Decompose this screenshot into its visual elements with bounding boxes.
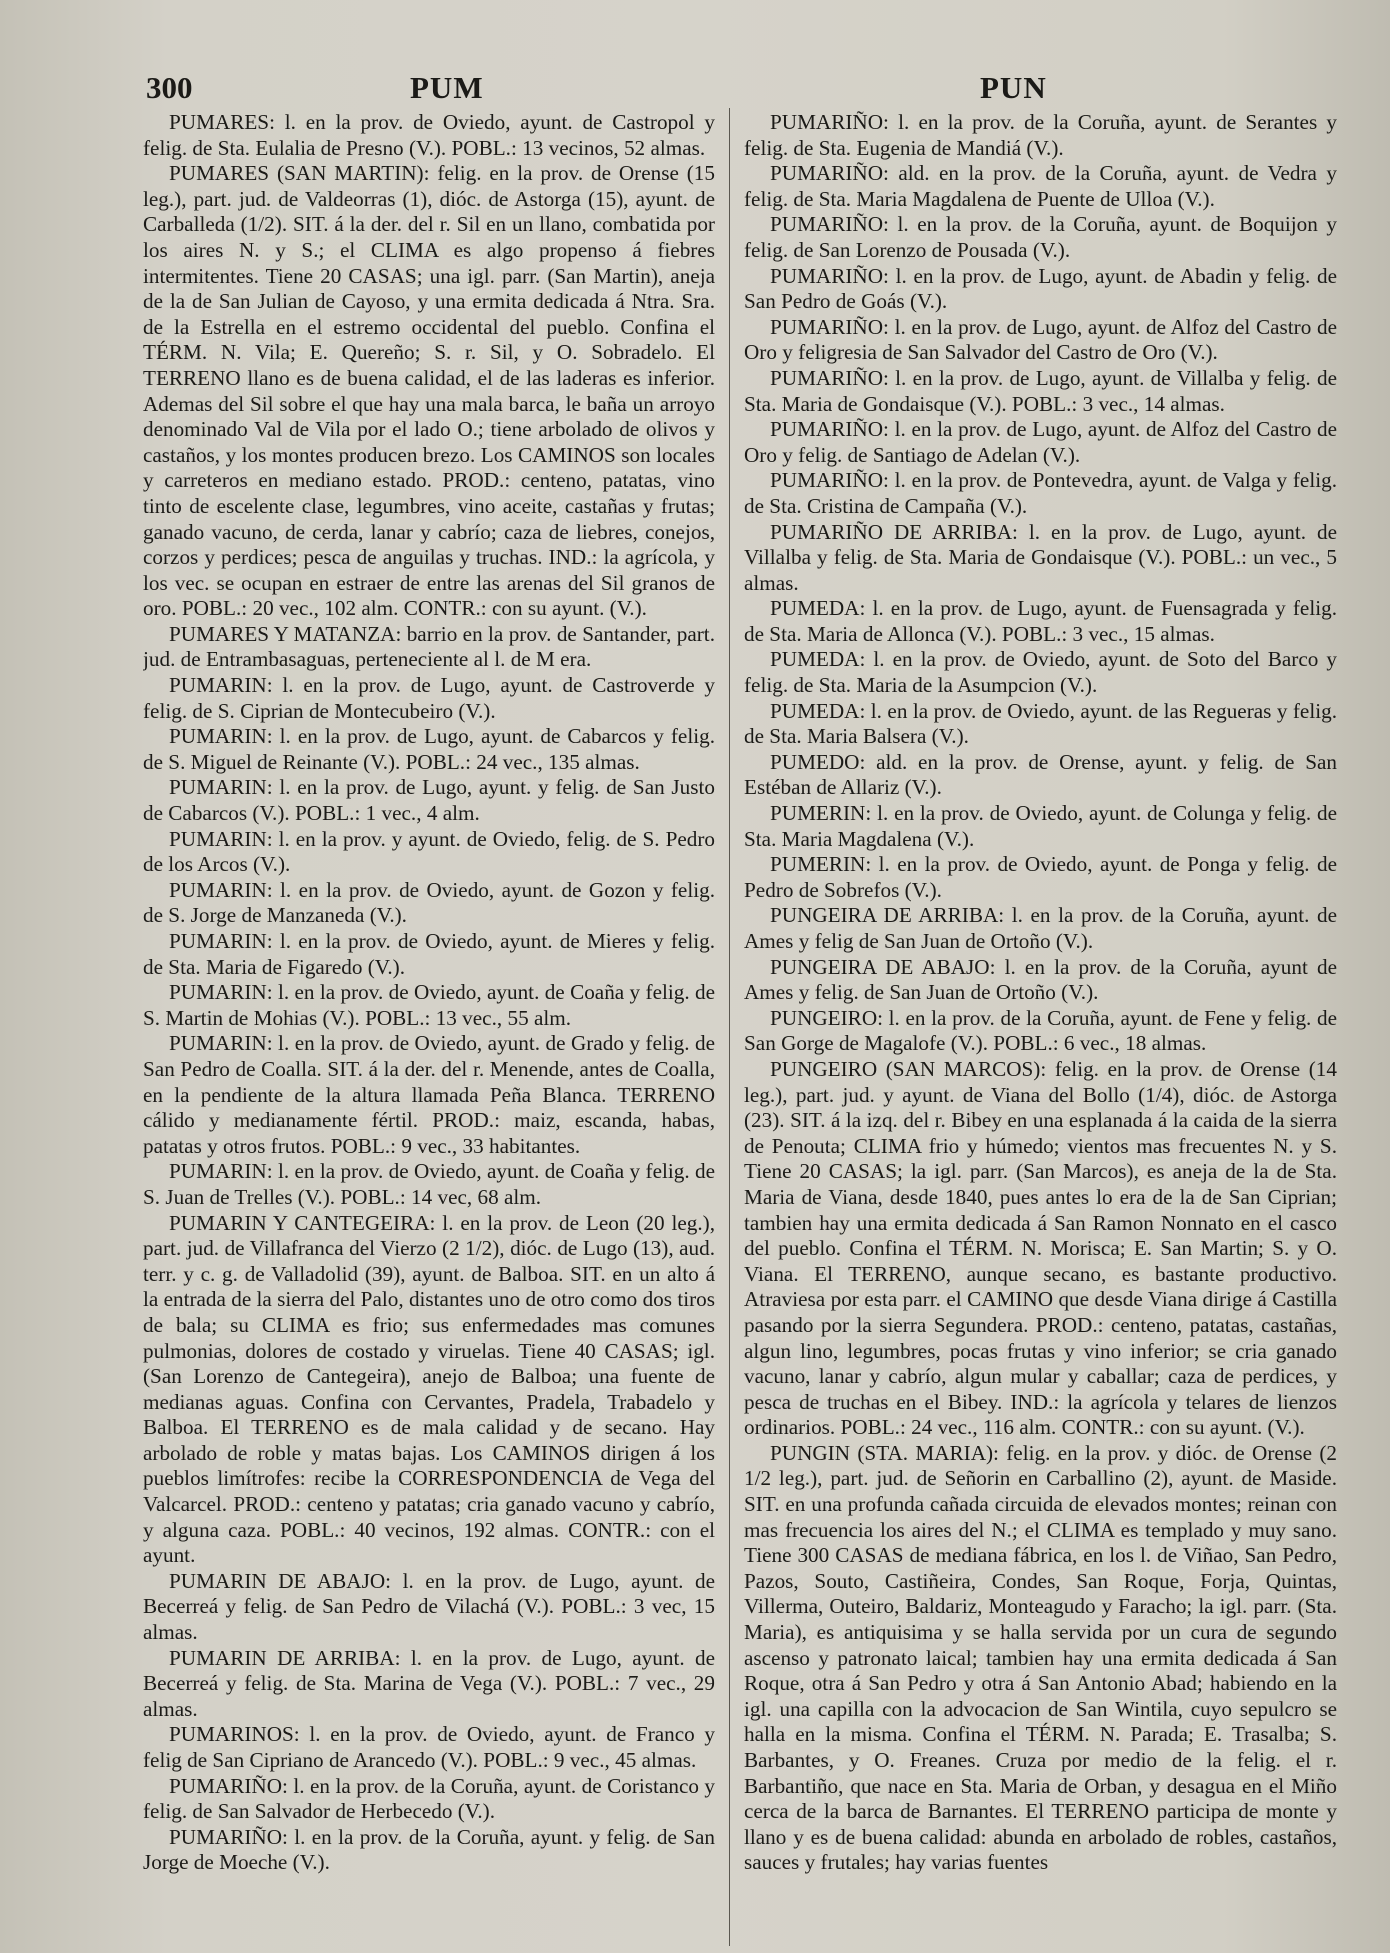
column-divider [729, 108, 730, 1946]
entry: PUMARIN: l. en la prov. de Oviedo, ayunt. de Grado y felig. de San Pedro de Coalla. SIT. á la der. del r. Menende, antes de Coalla, en la pendiente de la altura llamada Peña Blanca. TERRENO cálido y medianamente fértil. PROD.: maiz, escanda, habas, patatas y otros frutos. POBL.: 9 vec., 33 habitantes. [143, 1031, 715, 1158]
entry: PUMERIN: l. en la prov. de Oviedo, ayunt. de Colunga y felig. de Sta. Maria Magdalena (V.). [744, 801, 1337, 851]
entry: PUMARIN: l. en la prov. de Oviedo, ayunt. de Gozon y felig. de S. Jorge de Manzaneda (V.). [143, 877, 715, 928]
running-header [140, 70, 1350, 110]
entry: PUMARINOS: l. en la prov. de Oviedo, ayunt. de Franco y felig de San Cipriano de Arancedo (V.). POBL.: 9 vec., 45 almas. [143, 1722, 715, 1772]
entry: PUMARIÑO: ald. en la prov. de la Coruña, ayunt. de Vedra y felig. de Sta. Maria Magdalena de Puente de Ulloa (V.). [744, 161, 1337, 211]
entry: PUMARIÑO: l. en la prov. de la Coruña, ayunt. de Boquijon y felig. de San Lorenzo de Pousada (V.). [744, 212, 1337, 262]
entry: PUMARIÑO: l. en la prov. de la Coruña, ayunt. de Serantes y felig. de Sta. Eugenia de Mandiá (V.). [744, 110, 1337, 160]
entry: PUMEDO: ald. en la prov. de Orense, ayunt. y felig. de San Estéban de Allariz (V.). [744, 749, 1337, 800]
right-column [744, 110, 1337, 1945]
headword-right: PUN [980, 70, 1047, 105]
entry: PUMARIÑO DE ARRIBA: l. en la prov. de Lugo, ayunt. de Villalba y felig. de Sta. Maria de Gondaisque (V.). POBL.: un vec., 5 almas. [744, 519, 1337, 595]
entry: PUNGEIRO (SAN MARCOS): felig. en la prov. de Orense (14 leg.), part. jud. y ayunt. de Viana del Bollo (1/4), dióc. de Astorga (23). SIT. á la izq. del r. Bibey en una esplanada á la caida de la sierra de Penouta; CLIMA frio y húmedo; vientos mas frecuentes N. y S. Tiene 20 CASAS; la igl. parr. (San Marcos), es aneja de la de Sta. Maria de Viana, desde 1840, pues antes lo era de la de San Ciprian; tambien hay una ermita dedicada á San Ramon Nonnato en el casco del pueblo. Confina el TÉRM. N. Morisca; E. San Martin; S. y O. Viana. El TERRENO, aunque secano, es bastante productivo. Atraviesa por esta parr. el CAMINO que desde Viana dirige á Castilla pasando por la sierra Segundera. PROD.: centeno, patatas, castañas, algun lino, legumbres, pocas frutas y vino inferior; se cria ganado vacuno, lanar y cabrío, algun mular y caballar; caza de perdices, y pesca de truchas en el Bibey. IND.: la agrícola y telares de lienzos ordinarios. POBL.: 24 vec., 116 alm. CONTR.: con su ayunt. (V.). [744, 1056, 1337, 1440]
entry: PUMARIN DE ABAJO: l. en la prov. de Lugo, ayunt. de Becerreá y felig. de San Pedro de Vilachá (V.). POBL.: 3 vec, 15 almas. [143, 1568, 715, 1645]
entry: PUMARIN: l. en la prov. y ayunt. de Oviedo, felig. de S. Pedro de los Arcos (V.). [143, 826, 715, 877]
headword-left: PUM [410, 70, 484, 105]
entry: PUMARIÑO: l. en la prov. de Lugo, ayunt. de Alfoz del Castro de Oro y felig. de Santiago de Adelan (V.). [744, 417, 1337, 467]
entry: PUMARIN: l. en la prov. de Lugo, ayunt. de Castroverde y felig. de S. Ciprian de Montecubeiro (V.). [143, 673, 715, 723]
entry: PUMARES Y MATANZA: barrio en la prov. de Santander, part. jud. de Entrambasaguas, perteneciente al l. de M era. [143, 621, 715, 672]
entry: PUMARIÑO: l. en la prov. de Lugo, ayunt. de Abadin y felig. de San Pedro de Goás (V.). [744, 263, 1337, 314]
entry: PUNGIN (STA. MARIA): felig. en la prov. y dióc. de Orense (2 1/2 leg.), part. jud. de Señorin en Carballino (2), ayunt. de Maside. SIT. en una profunda cañada circuida de elevados montes; reinan con mas frecuencia los aires del N.; el CLIMA es templado y muy sano. Tiene 300 CASAS de mediana fábrica, en los l. de Viñao, San Pedro, Pazos, Souto, Castiñeira, Condes, San Roque, Forja, Quintas, Villerma, Outeiro, Baldariz, Monteagudo y Faracho; la igl. parr. (Sta. Maria), es antiquisima y se halla servida por un cura de segundo ascenso y patronato laical; tambien hay una ermita dedicada á San Roque, otra á San Pedro y otra á San Antonio Abad; habiendo en la igl. una capilla con la advocacion de San Wintila, cuyo sepulcro se halla en la misma. Confina el TÉRM. N. Parada; E. Trasalba; S. Barbantes, y O. Freanes. Cruza por medio de la felig. el r. Barbantiño, que nace en Sta. Maria de Orban, y desagua en el Miño cerca de la barca de Barnantes. El TERRENO participa de monte y llano y es de buena calidad: abunda en arbolado de robles, castaños, sauces y frutales; hay varias fuentes [744, 1440, 1337, 1875]
entry: PUNGEIRA DE ARRIBA: l. en la prov. de la Coruña, ayunt. de Ames y felig de San Juan de Ortoño (V.). [744, 903, 1337, 953]
entry: PUMEDA: l. en la prov. de Oviedo, ayunt. de Soto del Barco y felig. de Sta. Maria de la Asumpcion (V.). [744, 647, 1337, 698]
page-number: 300 [146, 70, 193, 105]
entry: PUMARIN Y CANTEGEIRA: l. en la prov. de Leon (20 leg.), part. jud. de Villafranca del Vierzo (2 1/2), dióc. de Lugo (13), aud. terr. y c. g. de Valladolid (39), ayunt. de Balboa. SIT. en un alto á la entrada de la sierra del Palo, distantes uno de otro como dos tiros de bala; su CLIMA es frio; sus enfermedades mas comunes pulmonias, dolores de costado y viruelas. Tiene 40 CASAS; igl. (San Lorenzo de Cantegeira), anejo de Balboa; una fuente de medianas aguas. Confina con Cervantes, Pradela, Trabadelo y Balboa. El TERRENO es de mala calidad y de secano. Hay arbolado de roble y matas bajas. Los CAMINOS dirigen á los pueblos limítrofes: recibe la CORRESPONDENCIA de Vega del Valcarcel. PROD.: centeno y patatas; cria ganado vacuno y cabrío, y alguna caza. POBL.: 40 vecinos, 192 almas. CONTR.: con el ayunt. [143, 1210, 715, 1568]
entry: PUMEDA: l. en la prov. de Lugo, ayunt. de Fuensagrada y felig. de Sta. Maria de Allonca (V.). POBL.: 3 vec., 15 almas. [744, 596, 1337, 646]
entry: PUMARIN DE ARRIBA: l. en la prov. de Lugo, ayunt. de Becerreá y felig. de Sta. Marina de Vega (V.). POBL.: 7 vec., 29 almas. [143, 1645, 715, 1721]
entry: PUMARIÑO: l. en la prov. de la Coruña, ayunt. y felig. de San Jorge de Moeche (V.). [143, 1824, 715, 1875]
entry: PUMARIÑO: l. en la prov. de Lugo, ayunt. de Villalba y felig. de Sta. Maria de Gondaisque (V.). POBL.: 3 vec., 14 almas. [744, 365, 1337, 416]
entry: PUNGEIRO: l. en la prov. de la Coruña, ayunt. de Fene y felig. de San Gorge de Magalofe (V.). POBL.: 6 vec., 18 almas. [744, 1005, 1337, 1056]
entry: PUMARIN: l. en la prov. de Oviedo, ayunt. de Coaña y felig. de S. Juan de Trelles (V.). POBL.: 14 vec, 68 alm. [143, 1159, 715, 1209]
entry: PUNGEIRA DE ABAJO: l. en la prov. de la Coruña, ayunt de Ames y felig. de San Juan de Ortoño (V.). [744, 954, 1337, 1005]
entry: PUMEDA: l. en la prov. de Oviedo, ayunt. de las Regueras y felig. de Sta. Maria Balsera (V.). [744, 698, 1337, 749]
entry: PUMARES: l. en la prov. de Oviedo, ayunt. de Castropol y felig. de Sta. Eulalia de Presno (V.). POBL.: 13 vecinos, 52 almas. [143, 110, 715, 160]
entry: PUMARIÑO: l. en la prov. de la Coruña, ayunt. de Coristanco y felig. de San Salvador de Herbecedo (V.). [143, 1773, 715, 1824]
entry: PUMARES (SAN MARTIN): felig. en la prov. de Orense (15 leg.), part. jud. de Valdeorras (1), dióc. de Astorga (15), ayunt. de Carballeda (1/2). SIT. á la der. del r. Sil en un llano, combatida por los aires N. y S.; el CLIMA es algo propenso á fiebres intermitentes. Tiene 20 CASAS; una igl. parr. (San Martin), aneja de la de San Julian de Cayoso, y una ermita dedicada á Ntra. Sra. de la Estrella en el estremo occidental del pueblo. Confina el TÉRM. N. Vila; E. Quereño; S. r. Sil, y O. Sobradelo. El TERRENO llano es de buena calidad, el de las laderas es inferior. Ademas del Sil sobre el que hay una mala barca, le baña un arroyo denominado Val de Vila por el lado O.; tiene arbolado de olivos y castaños, y los montes producen brezo. Los CAMINOS son locales y carreteros en mediano estado. PROD.: centeno, patatas, vino tinto de escelente clase, legumbres, vino aceite, castañas y frutas; ganado vacuno, de cerda, lanar y cabrío; caza de liebres, conejos, corzos y perdices; pesca de anguilas y truchas. IND.: la agrícola, y los vec. se ocupan en estraer de entre las arenas del Sil granos de oro. POBL.: 20 vec., 102 alm. CONTR.: con su ayunt. (V.). [143, 161, 715, 621]
entry: PUMARIÑO: l. en la prov. de Pontevedra, ayunt. de Valga y felig. de Sta. Cristina de Campaña (V.). [744, 468, 1337, 518]
left-column [143, 110, 715, 1945]
entry: PUMARIN: l. en la prov. de Lugo, ayunt. y felig. de San Justo de Cabarcos (V.). POBL.: 1 vec., 4 alm. [143, 775, 715, 826]
entry: PUMARIN: l. en la prov. de Oviedo, ayunt. de Coaña y felig. de S. Martin de Mohias (V.). POBL.: 13 vec., 55 alm. [143, 980, 715, 1030]
entry: PUMARIÑO: l. en la prov. de Lugo, ayunt. de Alfoz del Castro de Oro y feligresia de San Salvador del Castro de Oro (V.). [744, 314, 1337, 365]
entry: PUMARIN: l. en la prov. de Oviedo, ayunt. de Mieres y felig. de Sta. Maria de Figaredo (V.). [143, 929, 715, 979]
entry: PUMERIN: l. en la prov. de Oviedo, ayunt. de Ponga y felig. de Pedro de Sobrefos (V.). [744, 852, 1337, 902]
entry: PUMARIN: l. en la prov. de Lugo, ayunt. de Cabarcos y felig. de S. Miguel de Reinante (V.). POBL.: 24 vec., 135 almas. [143, 724, 715, 774]
